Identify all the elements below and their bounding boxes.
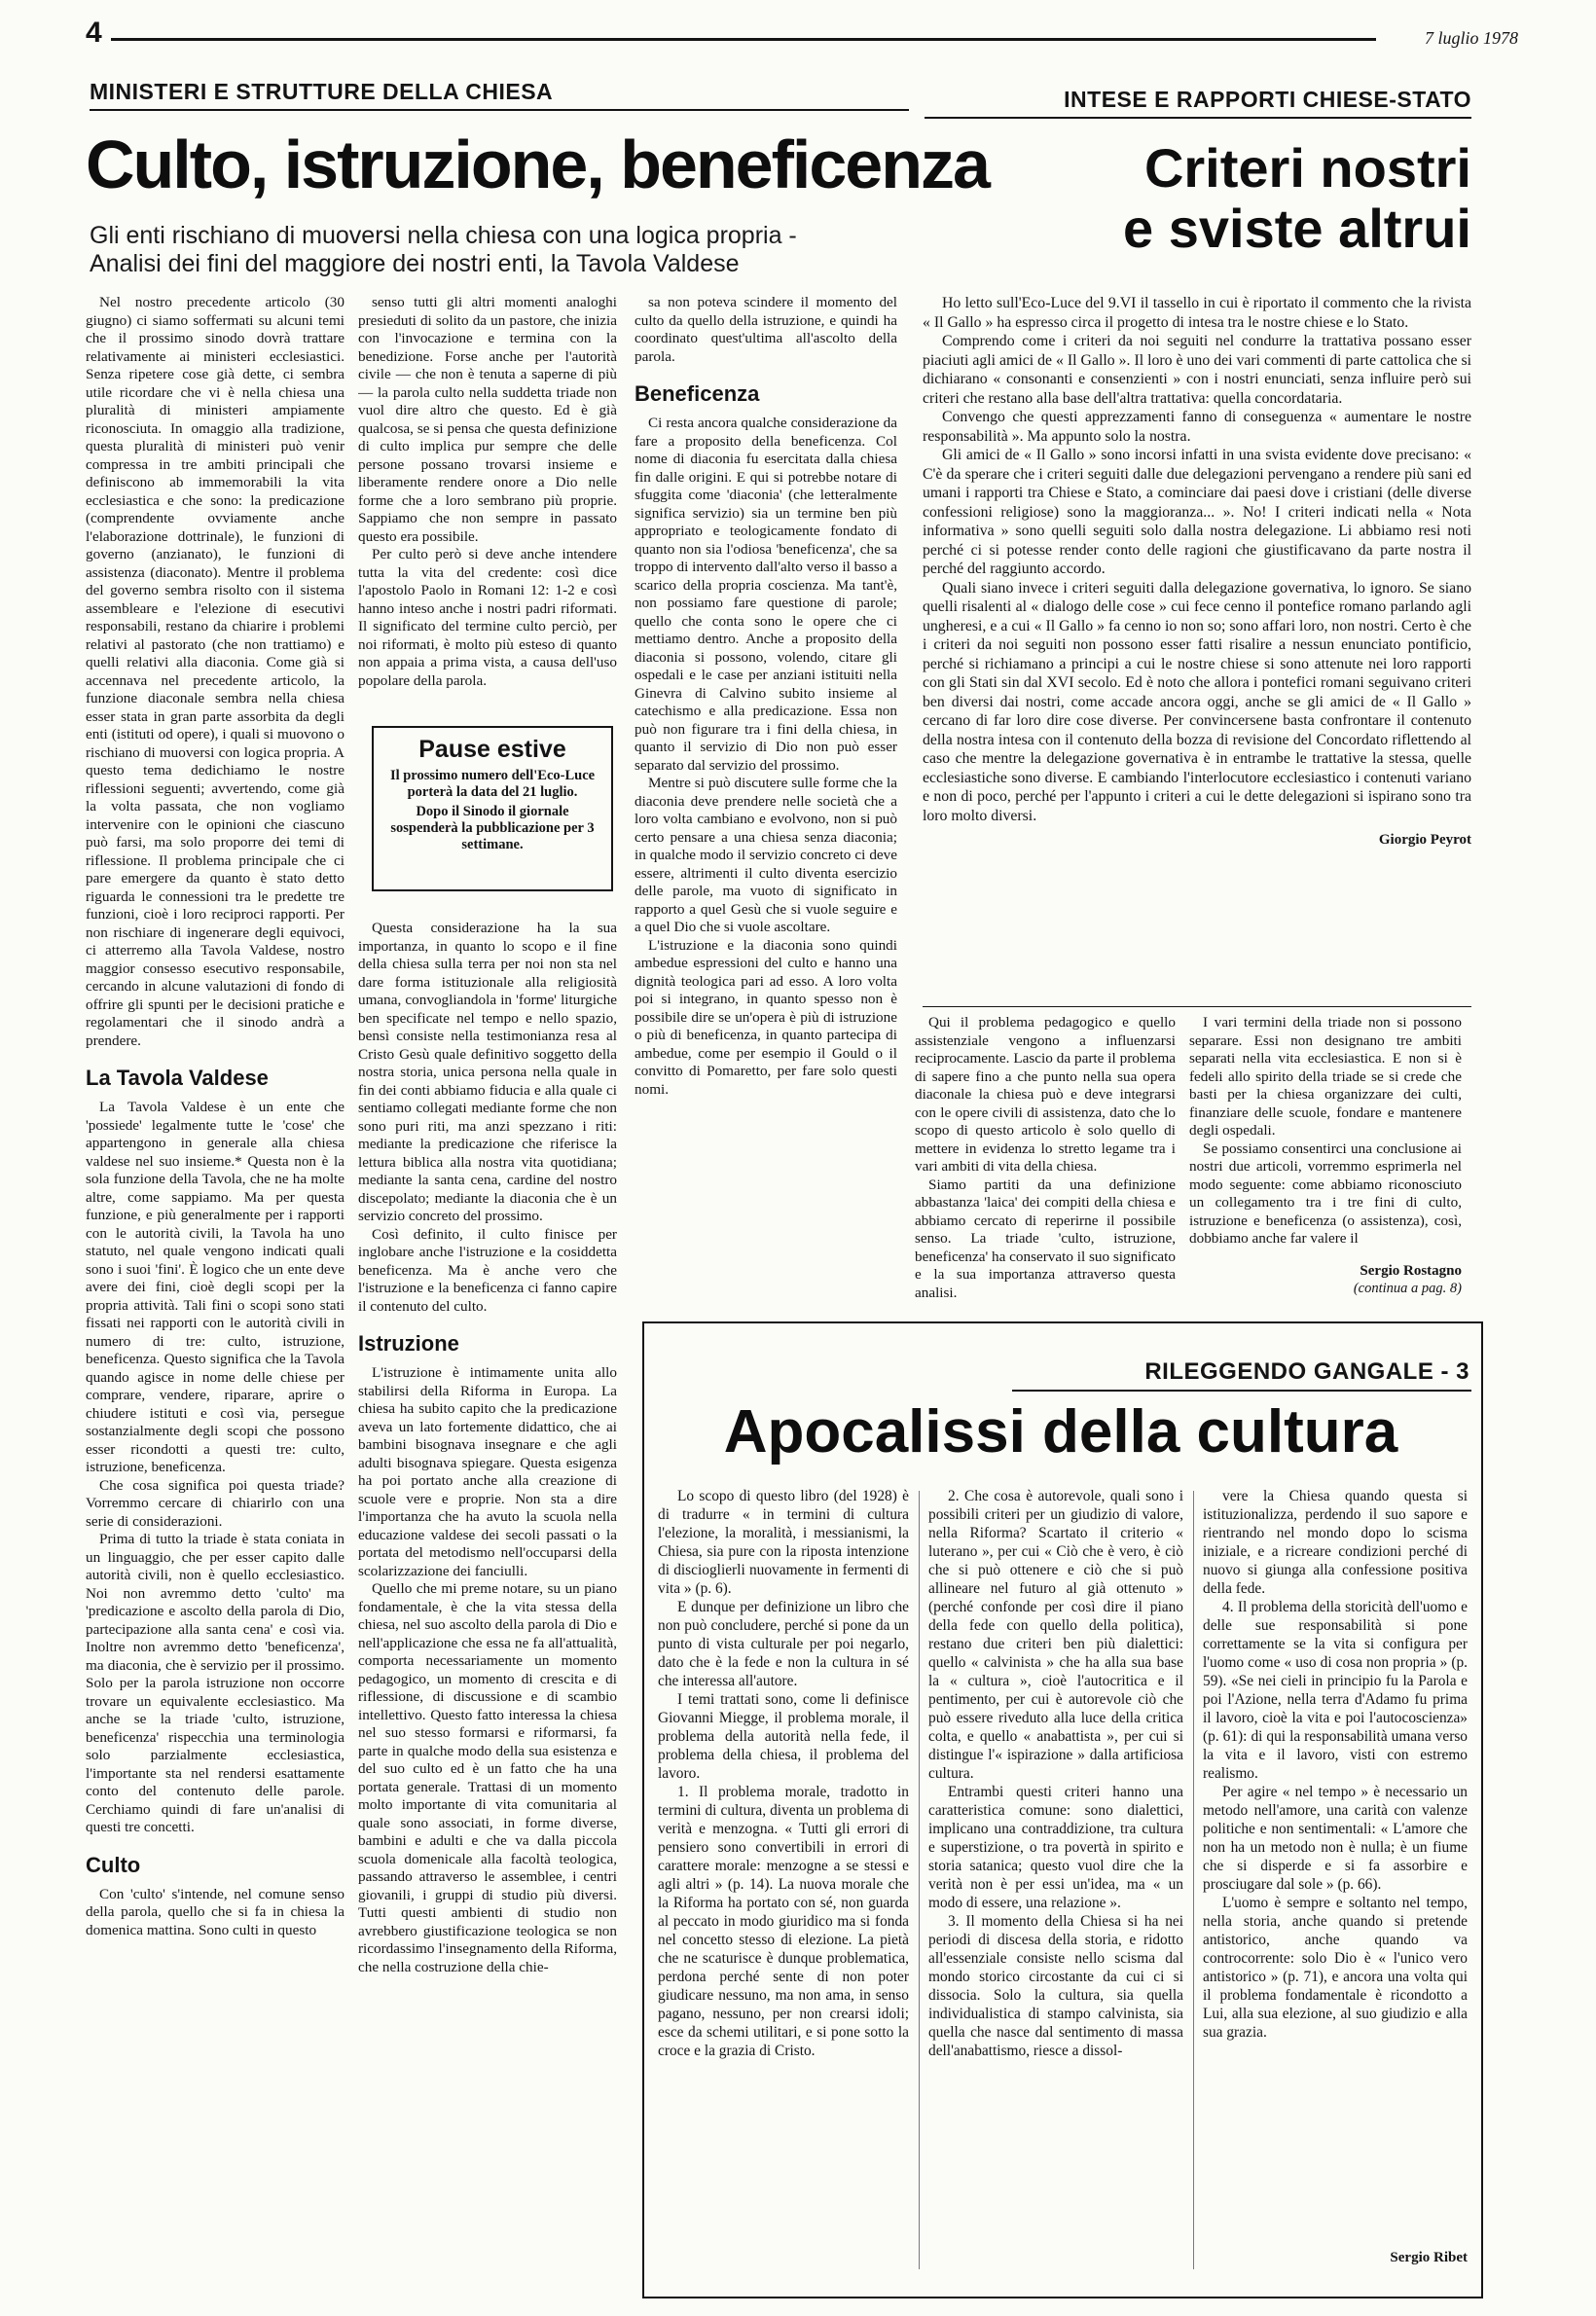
paragraph: Se possiamo consentirci una conclusione ai nostri due articoli, vorremmo esprimerla nel modo seguente: come abbiamo riconosciuto un collegamento tra i tre fini di culto, istruzione e beneficenza (o assistenza), così, dobbiamo anche far valere il [1189,1140,1462,1247]
paragraph: 3. Il momento della Chiesa si ha nei periodi di discesa della storia, e ridotto all'essenziale consiste nello scisma dal mondo storico circostante da cui ci si dissocia. Solo la cultura, sia quella individualistica di stampo calvinista, sia quella che nasce dal sentimento di massa dell'anabattismo, riesce a dissol- [928,1913,1183,2059]
paragraph: Mentre si può discutere sulle forme che la diaconia deve prendere nelle società che a loro volta cambiano e evolvono, non si può certo pensare a una chiesa senza diaconia; in qualche modo il servizio concreto ci deve essere, altrimenti il culto diventa esercizio delle parole, ma vuoto di significato in rapporto a quel Gesù che si vuole seguire e a quel Dio che si vuole ascoltare. [635,775,897,935]
paragraph: 4. Il problema della storicità dell'uomo e delle sue responsabilità si pone correttamente se la vita si configura per l'uomo come « uso di cosa non propria » (p. 59). «Se nei cieli in principio fu la Parola e poi l'Azione, nella terra d'Adamo fu prima il lavoro, cioè la vita e poi l'autocoscienza» (p. 61): di qui la responsabilità umana verso la vita e il lavoro, visti con estremo realismo. [1203,1599,1468,1782]
paragraph: 1. Il problema morale, tradotto in termini di cultura, diventa un problema di verità e menzogna. « Tutti gli errori di pensiero sono convertibili in errori di carattere morale: menzogne a se stessi e agli altri » (p. 14). La nuova morale che la Riforma ha portato con sé, non guarda al peccato in modo giuridico ma si fonda nel concetto stesso di elezione. La pietà che ne scaturisce è dunque problematica, perdona perché sente di non poter giudicare nessuno, ma non ama, in senso pagano, nessuno, per non crearsi idoli; esce da schemi utilitari, e si pone sotto la croce e la grazia di Cristo. [658,1784,909,2059]
paragraph: I vari termini della triade non si possono separare. Essi non designano tre ambiti separati nella vita ecclesiastica. E non si è fedeli allo spirito della triade se si crede che basti per la chiesa organizzare dei culti, finanziare delle scuole, fondare e mantenere degli ospedali. [1189,1014,1462,1139]
gangale-column-divider-2 [1193,1491,1194,2269]
paragraph: Così definito, il culto finisce per inglobare anche l'istruzione e la cosiddetta beneficenza. Ma è anche vero che l'istruzione e la beneficenza ci fanno capire il contenuto del culto. [358,1225,617,1315]
paragraph: Gli amici de « Il Gallo » sono incorsi infatti in una svista evidente dove precisano: « C'è da sperare che i criteri seguiti dalle due delegazioni pervengano a rendere più sani ed umani i rapporti tra Chiese e Stato, a cominciare dai paesi dove i cristiani (delle diverse confessioni religiose) sono la maggioranza... ». No! I criteri indicati nella « Nota informativa » sono quelli seguiti solo dalla nostra delegazione. Li abbiamo resi noti perché ci si potesse render conto delle ragioni che giustificavano da parte nostra il perché del raggiunto accordo. [923,447,1471,577]
paragraph: Ho letto sull'Eco-Luce del 9.VI il tassello in cui è riportato il commento che la rivista « Il Gallo » ha espresso circa il progetto di intesa tra le nostre chiese e lo Stato. [923,295,1471,331]
paragraph: Ci resta ancora qualche considerazione da fare a proposito della beneficenza. Col nome di diaconia fu esercitata dalla chiesa fin dalle origini. E qui si potrebbe notare di sfuggita come 'diaconia' (che letteralmente significa servizio) sia un termine ben più appropriato e teologicamente fondato di quanto non sia l'odiosa 'beneficenza', che sa troppo di intervento dall'alto verso il basso a scarico della propria coscienza. Ma tant'è, non possiamo fare questione di parole; quello che conta sono le opere che ci mettiamo dentro. Anche a proposito della diaconia si possono, volendo, citare gli ospedali e le case per anziani istituiti nella Ginevra di Calvino subito insieme al catechismo e alla predicazione. Essa non può non figurare tra i fini della chiesa, in quanto il servizio di Dio non può esser separato dal servizio del prossimo. [635,415,897,774]
paragraph: Per culto però si deve anche intendere tutta la vita del credente: così dice l'apostolo Paolo in Romani 12: 1-2 e così hanno inteso anche i nostri padri riformati. Il significato del termine culto perciò, per noi riformati, è molto più esteso di quanto non appaia a prima vista, a causa dell'uso popolare della parola. [358,546,617,689]
paragraph: Prima di tutto la triade è stata coniata in un linguaggio, che per esser capito dalle autorità civili, non è quello ecclesiastico. Noi non avremmo detto 'culto' ma 'predicazione e ascolto della parola di Dio, partecipazione alla santa cena' e così via. Inoltre non avremmo detto 'beneficenza', ma diaconia, che è servizio per il prossimo. Solo per la parola istruzione non occorre trovare un equivalente ecclesiastico. Ma anche se la triade 'culto, istruzione, beneficenza' rispecchia una terminologia solo parzialmente ecclesiastica, l'importante sta nel rendersi esattamente conto del contenuto delle parole. Cerchiamo quindi di fare un'analisi di questi tre concetti. [86,1531,345,1835]
paragraph: Con 'culto' s'intende, nel comune senso della parola, quello che si fa in chiesa la domenica mattina. Sono culti in questo [86,1885,345,1938]
paragraph: L'istruzione e la diaconia sono quindi ambedue espressioni del culto e hanno una dignità teologica pari ad esso. A loro volta poi si integrano, in quanto spesso non è possibile dire se un'opera è più di istruzione o più di beneficenza, in quanto partecipa di ambedue, come per esempio il Gould o il convitto di Pomaretto, per fare solo questi nomi. [635,936,897,1098]
paragraph: I temi trattati sono, come li definisce Giovanni Miegge, il problema morale, il problema della autorità nella fede, il problema della chiesa, il problema del lavoro. [658,1691,909,1782]
section-rule-right [925,117,1471,119]
right-headline-line-1: Criteri nostri [1143,137,1471,199]
byline-ribet: Sergio Ribet [1390,2250,1468,2265]
paragraph: Questa considerazione ha la sua importanza, in quanto lo scopo e il fine della chiesa sulla terra per noi non sta nel dare forma istituzionale alla religiosità umana, convogliandola in 'forme' liturgiche ben specificate nel tempo e nello spazio, bensì consiste nella testimonianza resa al Cristo Gesù quale definitivo soggetto della nostra storia, unica persona nella quale in fin dei conti abbiamo fiducia e alla quale ci sentiamo collegati mediante forme che non sono puri riti, ma anzi spezzano i riti: mediante la predicazione che riferisce la lettura biblica alla nostra vita quotidiana; mediante la santa cena, cardine del nostro discepolato; mediante la diaconia che è un servizio concreto del prossimo. [358,920,617,1224]
top-rule [111,38,1376,41]
gangale-column-3 [1203,1487,1468,2236]
subhead-beneficenza: Beneficenza [635,381,760,406]
paragraph: Convengo che questi apprezzamenti fanno di conseguenza « aumentare le nostre responsabilità ». Ma appunto solo la nostra. [923,409,1471,445]
main-column-3 [635,294,897,1345]
page-date: 7 luglio 1978 [1424,28,1518,48]
paragraph: 2. Che cosa è autorevole, quali sono i possibili criteri per un giudizio di valore, nella Riforma? Scartato il criterio « luterano », per cui « Ciò che è vero, è ciò che si può ottenere e ciò che si può allineare nel futuro al già ottenuto » (perché confonde per così dire il piano della fede con quello della politica), restano due criteri ben più dialettici: quello « calvinista » che ha alla sua base la « cultura », cioè l'autocritica e il pentimento, per cui è autorevole ciò che può essere riveduto alla luce della critica colta, e quello « anabattista », per cui si distingue l'« ispirazione » dalla artificiosa cultura. [928,1488,1183,1782]
section-heading-left: MINISTERI E STRUTTURE DELLA CHIESA [90,79,554,104]
main-column-2 [358,294,617,2308]
paragraph: L'uomo è sempre e soltanto nel tempo, nella storia, anche quando si pretende antistorico, anche quando va controcorrente: solo Dio è « l'unico vero antistorico » (p. 71), e ancora una volta qui il problema fondamentale è ricondotto a Lui, alla sua elezione, al suo giudizio e alla sua grazia. [1203,1895,1468,2041]
paragraph: Per agire « nel tempo » è necessario un metodo nell'amore, una carità con valenze politiche e non sentimentali: « L'amore che non ha un metodo non è nulla; è un fiume che si disperde e si fa assorbire e prosciugare dal sole » (p. 66). [1203,1784,1468,1893]
paragraph: sa non poteva scindere il momento del culto da quello della istruzione, e quindi ha coordinato quest'ultima all'ascolto della parola. [635,294,897,365]
paragraph: Nel nostro precedente articolo (30 giugno) ci siamo soffermati su alcuni temi che il prossimo sinodo dovrà trattare relativamente ai ministeri ecclesiastici. Senza ripetere cose già dette, ci sembra utile ricordare che vi è nella chiesa una pluralità di ministeri ampiamente riconosciuta. In omaggio alla tradizione, questa pluralità di ministeri può venir compressa in tre ambiti principali che definiscono ab immemorabili la vita ecclesiastica e che sono: la predicazione (comprendente ovviamente anche l'elaborazione dottrinale), le funzioni di governo (anzianato), le funzioni di assistenza (diaconato). Mentre il problema del governo sembra risolto con il sistema assembleare e l'elezione di esecutivi responsabili, restano da chiarire i problemi relativi al pastorato (che non trattiamo) e quelli relativi alla diaconia. Come già si accennava nel precedente articolo, la funzione diaconale sembra nella chiesa esser stata in gran parte assorbita da degli enti (istituti od opere), i quali si muovono o rischiano di muoversi con logica propria. A questo tema dedichiamo le nostre riflessioni seguenti; avvertendo, come già la volta passata, che non vogliamo intervenire con le opinioni che ciascuno può farsi, ma solo proporre dei temi di riflessione. Il problema principale che ci pare emergere da quanto è stato detto riguarda le connessioni tra le predette tre funzioni, cioè i loro reciproci rapporti. Per non rischiare di ingenerare degli equivoci, ci atterremo alla Tavola Valdese, nostro maggior consesso esecutivo responsabile, cercando in alcune valutazioni di fondo di offrire gli spunti per le decisioni pratiche e regolamentari che il sinodo andrà a prendere. [86,294,345,1049]
pause-estive-box [372,726,613,891]
main-standfirst [90,222,926,278]
pause-estive-line-1: Il prossimo numero dell'Eco-Luce porterà la data del 21 luglio. [389,768,596,800]
pause-estive-line-2: Dopo il Sinodo il giornale sospenderà la pubblicazione per 3 settimane. [390,804,595,852]
gangale-column-divider-1 [919,1491,920,2269]
subhead-tavola-valdese: La Tavola Valdese [86,1066,269,1090]
gangale-kicker: RILEGGENDO GANGALE - 3 [1144,1358,1469,1385]
paragraph: vere la Chiesa quando questa si istituzionalizza, perdendo il suo sapore e rientrando nel mondo dopo lo scisma iniziale, e a ricreare condizioni perché di nuovo si giunga alla confessione positiva della fede. [1203,1488,1468,1597]
pause-estive-title: Pause estive [418,736,566,763]
right-article-rule [923,1006,1471,1007]
paragraph: E dunque per definizione un libro che non può concludere, perché si pone da un punto di vista culturale per poi negarlo, dato che è la fede e non la cultura in sé che interessa all'autore. [658,1599,909,1689]
page-number: 4 [86,17,102,49]
right-headline-line-2: e sviste altrui [1123,198,1471,259]
subhead-istruzione: Istruzione [358,1331,459,1356]
subhead-culto: Culto [86,1852,141,1877]
continuation-note: (continua a pag. 8) [1353,1281,1462,1296]
paragraph: Che cosa significa poi questa triade? Vorremmo cercare di chiarirlo con una serie di considerazioni. [86,1476,345,1530]
main-headline: Culto, istruzione, beneficenza [86,127,989,202]
pause-estive-text [374,764,611,860]
standfirst-line-1: Gli enti rischiano di muoversi nella chiesa con una logica propria - [90,222,797,249]
paragraph: Lo scopo di questo libro (del 1928) è di tradurre « in termini di cultura l'elezione, la moralità, i messianismi, la Chiesa, sia pure con la riposta intenzione di discioglierli nuovamente in fermenti di vita » (p. 6). [658,1488,909,1597]
section-heading-right: INTESE E RAPPORTI CHIESE-STATO [1064,87,1471,112]
byline-peyrot: Giorgio Peyrot [1378,832,1471,848]
paragraph: La Tavola Valdese è un ente che 'possiede' legalmente tutte le 'cose' che appartengono in generale alla chiesa valdese nel suo insieme.* Questa non è la sola funzione della Tavola, che ne ha molte altre, come sappiamo. Ma per questa funzione, e più generalmente per i rapporti con le autorità civili, la Tavola ha uno statuto, nel quale vengono indicati quali sono i suoi 'fini'. È logico che un ente deve avere dei fini, cioè degli scopi per la propria attività. Tali fini o scopi sono stati fissati nei rapporti con le autorità civili in numero di tre: culto, istruzione, beneficenza. Questo significa che la Tavola quando agisce in nome delle chiese per comprare, vendere, riparare, aprire o chiudere istituti e così via, persegue sostanzialmente degli scopi che possono esser ricondotti a questi tre: culto, istruzione, beneficenza. [86,1099,345,1475]
right-article-body [923,294,1471,936]
paragraph: L'istruzione è intimamente unita allo stabilirsi della Riforma in Europa. La chiesa ha subito capito che la predicazione aveva un lato fortemente didattico, che ai bambini bisognava insegnare e che agli adulti bisognava spiegare. Questa esigenza ha poi portato anche alla creazione di scuole vere e proprie. Non sta a dire l'importanza che ha avuto la scuola nella educazione valdese dei secoli passati o la portata del metodismo nell'occuparsi della scolarizzazione dei fanciulli. [358,1364,617,1579]
paragraph: Entrambi questi criteri hanno una caratteristica comune: sono dialettici, implicano una contraddizione, tra cultura e superstizione, o tra povertà in spirito e storia satanica; questo vuol dire che la verità non è per essi un'idea, ma « un modo di essere, una relazione ». [928,1784,1183,1911]
main-column-1 [86,294,345,2308]
gangale-column-1 [658,1487,909,2277]
continuation-column-1 [915,1014,1176,1306]
paragraph: Comprendo come i criteri da noi seguiti nel condurre la trattativa possano esser piaciuti agli amici de « Il Gallo ». Il loro è uno dei vari commenti di parte cattolica che si dichiarano « consonanti e consenzienti » con i nostri enunciati, senza influire però sui criteri che restano alla base dell'altra trattativa: quella concordataria. [923,333,1471,407]
paragraph: Qui il problema pedagogico e quello assistenziale vengono a influenzarsi reciprocamente. Lascio da parte il problema di sapere fino a che punto nella sua opera diaconale la chiesa può e deve integrarsi con le opere civili di assistenza, dato che lo scopo di questo articolo è solo quello di mettere in evidenza lo stretto legame tra i vari ambiti di vita della chiesa. [915,1014,1176,1175]
gangale-column-2 [928,1487,1183,2277]
paragraph: senso tutti gli altri momenti analoghi presieduti di solito da un pastore, che inizia con l'invocazione e termina con la benedizione. Forse anche per l'autorità civile — che non è tenuta a saperne di più — la parola culto nella suddetta triade non vuol dire altro che questo. Ed è già qualcosa, se si pensa che questa definizione di culto implica pur sempre che delle persone possano trovarsi insieme e liberamente rendere onore a Dio nelle forme che a loro sembrano più proprie. Sappiamo che non sempre in passato questo era possibile. [358,294,617,545]
paragraph: Quali siano invece i criteri seguiti dalla delegazione governativa, lo ignoro. Se siano quelli risalenti al « dialogo delle cose » cui fece cenno il pontefice romano parlando agli ungheresi, e a cui « Il Gallo » fa cenno io non so; sono affari loro, non nostri. Certo è che i criteri da noi seguiti non possono esser fatti risalire a nessun enunciato pontificio, perché si richiamano a principi a cui le nostre chiese si sono attenute nei loro rapporti con gli Stati sin dal XVI secolo. Ed è noto che allora i pontefici romani seguivano criteri ben diversi dai nostri, come accade ancora oggi, anche se gli amici de « Il Gallo » cercano di far loro dire cose diverse. Per convincersene basta confrontare il contenuto della nostra intesa con il contenuto della bozza di revisione del Concordato riflettendo al caso che mentre la delegazione governativa è in entrambe le trattative la stessa, quelle ecclesiastiche sono diverse. E cambiando l'interlocutore ecclesiastico i contenuti variano e non di poco, perché per l'appunto i criteri a cui le dette delegazioni si ispirano sono tra loro molto diversi. [923,579,1471,824]
paragraph: Quello che mi preme notare, su un piano fondamentale, è che la vita stessa della chiesa, nel suo ascolto della parola di Dio e nell'applicazione che essa ne fa all'attualità, comporta necessariamente un momento pedagogico, un momento di crescita e di riflessione, di discussione e di scambio intellettivo. Questo fatto interessa la chiesa nel suo stesso formarsi e riformarsi, fa parte in qualche modo della sua esistenza e del suo culto ed è un fatto che ha una portata generale. Trattasi di un momento molto importante di vita comunitaria al quale sono associati, in forme diverse, bambini e adulti e che va dalla piccola scuola domenicale alla facoltà teologica, passando attraverso le assemblee, i centri giovanili, i gruppi di studio più diversi. Tutti questi ambienti di studio non avrebbero giustificazione teologica se non ricordassimo l'insegnamento della Riforma, che nella costruzione della chie- [358,1580,617,1975]
right-headline [925,138,1471,259]
section-rule-left [90,109,909,111]
byline-rostagno: Sergio Rostagno [1360,1263,1462,1279]
gangale-headline: Apocalissi della cultura [723,1398,1398,1466]
standfirst-line-2: Analisi dei fini del maggiore dei nostri enti, la Tavola Valdese [90,250,740,277]
continuation-column-2 [1189,1014,1462,1296]
paragraph: Siamo partiti da una definizione abbastanza 'laica' dei compiti della chiesa e abbiamo cercato di reperirne il possibile senso. La triade 'culto, istruzione, beneficenza' ha conservato il suo significato e la sua importanza attraverso questa analisi. [915,1176,1176,1301]
gangale-kicker-rule [1012,1390,1471,1392]
